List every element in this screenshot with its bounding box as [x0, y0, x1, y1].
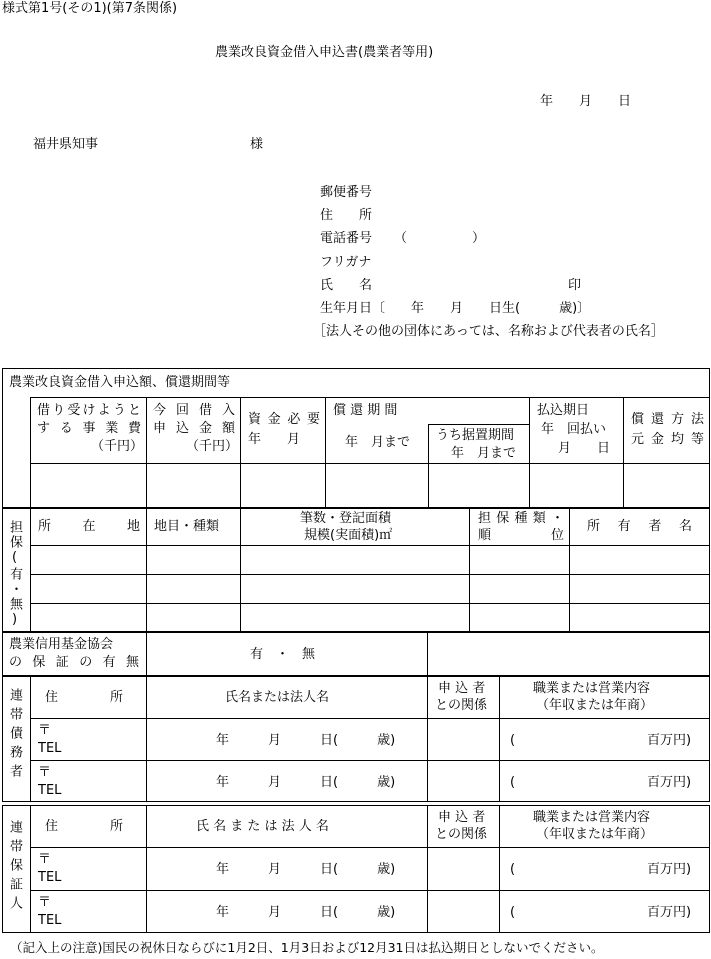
jd-row2-unit: 百万円) — [647, 775, 692, 790]
jd-col-relation-l2: との関係 — [435, 698, 488, 713]
jd-col-address: 住 所 — [45, 690, 124, 705]
jg-row2-unit: 百万円) — [647, 905, 692, 920]
jd-row2-date: 年 月 日( 歳) — [216, 775, 396, 790]
jg-row2-date: 年 月 日( 歳) — [216, 905, 396, 920]
jg-row1-tel: TEL — [38, 870, 62, 885]
col-loan-amount-unit: （千円） — [186, 439, 239, 454]
jd-col-relation-l1: 申 込 者 — [438, 681, 486, 696]
name-label: 氏 名 — [320, 278, 373, 293]
col-grace-until: 年 月まで — [451, 446, 517, 461]
col-payment-date-l2: 年 回払い — [541, 422, 607, 437]
joint-debtor-side-label: 連帯債務者 — [7, 688, 22, 783]
jg-row2-postal: 〒 — [38, 895, 52, 910]
col-project-cost-unit: （千円） — [91, 439, 144, 454]
jg-row1-unit: 百万円) — [647, 862, 692, 877]
form-number: 様式第1号(その1)(第7条関係) — [2, 1, 178, 16]
jd-col-job-l1: 職業または営業内容 — [533, 681, 651, 696]
jd-row1-postal: 〒 — [38, 723, 52, 738]
col-area-l2: 規模(実面積)㎡ — [304, 528, 393, 543]
phone-label: 電話番号 — [320, 231, 373, 246]
date-line: 年 月 日 — [540, 94, 632, 109]
loan-section-title: 農業改良資金借入申込額、償還期間等 — [9, 375, 231, 390]
jg-col-job-l2: （年収または年商） — [536, 827, 654, 842]
col-loan-amount-l2: 申込金額 — [153, 421, 235, 436]
joint-guarantor-side-label: 連帯保証人 — [7, 820, 22, 915]
col-repay-method-l1: 償還方法 — [631, 412, 704, 427]
collateral-side-label: 担保(有・無) — [7, 520, 22, 629]
jd-row2-paren: ( — [510, 775, 516, 790]
col-project-cost-l1: 借り受けようと — [37, 403, 141, 418]
col-grace-period: うち据置期間 — [436, 428, 515, 443]
col-collateral-type-l1: 担保種類・ — [478, 511, 564, 526]
col-fund-need-l2: 年 月 — [248, 432, 301, 447]
guarantee-value: 有 ・ 無 — [250, 647, 316, 662]
col-fund-need-l1: 資金必要 — [248, 412, 320, 427]
jg-col-relation-l1: 申 込 者 — [438, 810, 486, 825]
col-project-cost-l2: する事業費 — [37, 421, 141, 436]
page-title: 農業改良資金借入申込書(農業者等用) — [215, 45, 434, 60]
guarantee-label-l2: の保証の有無 — [9, 655, 139, 670]
postal-label: 郵便番号 — [320, 185, 373, 200]
jd-row1-paren: ( — [510, 733, 516, 748]
col-collateral-type-l2: 順 位 — [478, 528, 564, 543]
furigana-label: フリガナ — [320, 255, 372, 270]
jg-row2-paren: ( — [510, 905, 516, 920]
jd-row2-postal: 〒 — [38, 765, 52, 780]
jd-row1-tel: TEL — [38, 741, 62, 756]
guarantee-label-l1: 農業信用基金協会 — [9, 637, 114, 652]
addressee: 福井県知事 — [33, 137, 99, 152]
col-area-l1: 筆数・登記面積 — [300, 511, 392, 526]
col-payment-date-l3: 月 日 — [558, 441, 611, 456]
col-repay-method-l2: 元金均等 — [631, 432, 704, 447]
jg-row1-date: 年 月 日( 歳) — [216, 862, 396, 877]
jg-row1-postal: 〒 — [38, 852, 52, 867]
col-owner: 所 有 者 名 — [587, 519, 692, 534]
phone-paren: （ ） — [394, 231, 486, 246]
jg-col-address: 住 所 — [45, 819, 124, 834]
honorific: 様 — [250, 137, 264, 152]
col-repayment-period: 償 還 期 間 — [333, 403, 398, 418]
footer-note: （記入上の注意)国民の祝休日ならびに1月2日、1月3日および12月31日は払込期日としないでください。 — [10, 940, 604, 955]
corporate-note: ［法人その他の団体にあっては、名称および代表者の氏名］ — [313, 324, 664, 339]
jd-row1-unit: 百万円) — [647, 733, 692, 748]
jd-row2-tel: TEL — [38, 783, 62, 798]
col-payment-date-l1: 払込期日 — [537, 403, 590, 418]
jg-col-job-l1: 職業または営業内容 — [533, 810, 651, 825]
jd-col-job-l2: （年収または年商） — [536, 698, 654, 713]
col-repayment-until: 年 月まで — [345, 435, 411, 450]
seal-mark: 印 — [568, 278, 582, 293]
jg-row2-tel: TEL — [38, 913, 62, 928]
jg-col-relation-l2: との関係 — [435, 827, 488, 842]
col-location: 所 在 地 — [38, 519, 140, 534]
jg-col-name: 氏 名 ま た は 法 人 名 — [196, 819, 329, 834]
jg-row1-paren: ( — [510, 862, 516, 877]
jd-col-name: 氏名または法人名 — [225, 690, 330, 705]
col-loan-amount-l1: 今回借入 — [153, 403, 235, 418]
jd-row1-date: 年 月 日( 歳) — [216, 733, 396, 748]
address-label: 住 所 — [320, 208, 373, 223]
birth-line: 生年月日〔 年 月 日生( 歳)〕 — [320, 301, 591, 316]
col-land-category: 地目・種類 — [154, 519, 220, 534]
